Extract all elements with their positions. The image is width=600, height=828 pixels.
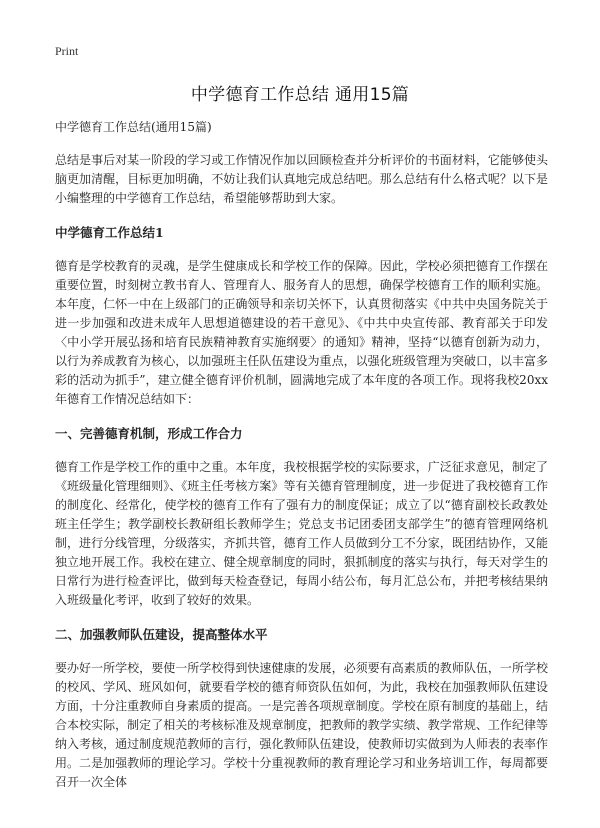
heading-1: 一、完善德育机制，形成工作合力	[55, 426, 243, 441]
article-subtitle: 中学德育工作总结(通用15篇)	[55, 120, 212, 134]
intro-paragraph: 总结是事后对某一阶段的学习或工作情况作加以回顾检查并分析评价的书面材料，它能够使头脑更加清醒，目标更加明确，不妨让我们认真地完成总结吧。那么总结有什么格式呢？以下是小编整理的中学德育工作总结，希望能够帮助到大家。	[55, 153, 548, 205]
article-body	[55, 118, 548, 807]
paragraph-1: 德育工作是学校工作的重中之重。本年度，我校根据学校的实际要求，广泛征求意见，制定了《班级量化管理细则》、《班主任考核方案》等有关德育管理制度，进一步促进了我校德育工作的制度化、经常化，使学校的德育工作有了强有力的制度保证；成立了以“德育副校长政教处班主任学生；教学副校长教研组长教师学生；党总支书记团委团支部学生”的德育管理网络机制，进行分线管理，分级落实，齐抓共管，德育工作人员做到分工不分家，既团结协作，又能独立地开展工作。我校在建立、健全规章制度的同时，狠抓制度的落实与执行，每天对学生的日常行为进行检查评比，做到每天检查登记，每周小结公布，每月汇总公布，并把考核结果纳入班级量化考评，收到了较好的效果。	[55, 460, 548, 607]
page-title: 中学德育工作总结 通用15篇	[190, 85, 410, 105]
paragraph-2: 要办好一所学校，要使一所学校得到快速健康的发展，必须要有高素质的教师队伍，一所学校的校风、学风、班风如何，就要看学校的德育师资队伍如何，为此，我校在加强教师队伍建设方面，十分注重教师自身素质的提高。一是完善各项规章制度。学校在原有制度的基础上，结合本校实际，制定了相关的考核标准及规章制度，把教师的教学实绩、教学常规、工作纪律等纳入考核，通过制度规范教师的言行，强化教师队伍建设，使教师切实做到为人师表的表率作用。二是加强教师的理论学习。学校十分重视教师的教育理论学习和业务培训工作，每周都要召开一次全体	[55, 661, 548, 789]
heading-2: 二、加强教师队伍建设，提高整体水平	[55, 627, 268, 642]
section1-title: 中学德育工作总结1	[55, 225, 164, 240]
print-link[interactable]: Print	[55, 44, 79, 58]
section1-paragraph: 德育是学校教育的灵魂，是学生健康成长和学校工作的保障。因此，学校必须把德育工作摆在重要位置，时刻树立教书育人、管理育人、服务育人的思想，确保学校德育工作的顺利实施。本年度，仁怀一中在上级部门的正确领导和亲切关怀下，认真贯彻落实《中共中央国务院关于进一步加强和改进未成年人思想道德建设的若干意见》、《中共中央宣传部、教育部关于印发〈中小学开展弘扬和培育民族精神教育实施纲要〉的通知》精神，坚持“以德育创新为动力，以行为养成教育为核心，以加强班主任队伍建设为重点，以强化班级管理为突破口，以丰富多彩的活动为抓手”，建立健全德育评价机制，圆满地完成了本年度的各项工作。现将我校20xx年德育工作情况总结如下：	[55, 259, 548, 406]
